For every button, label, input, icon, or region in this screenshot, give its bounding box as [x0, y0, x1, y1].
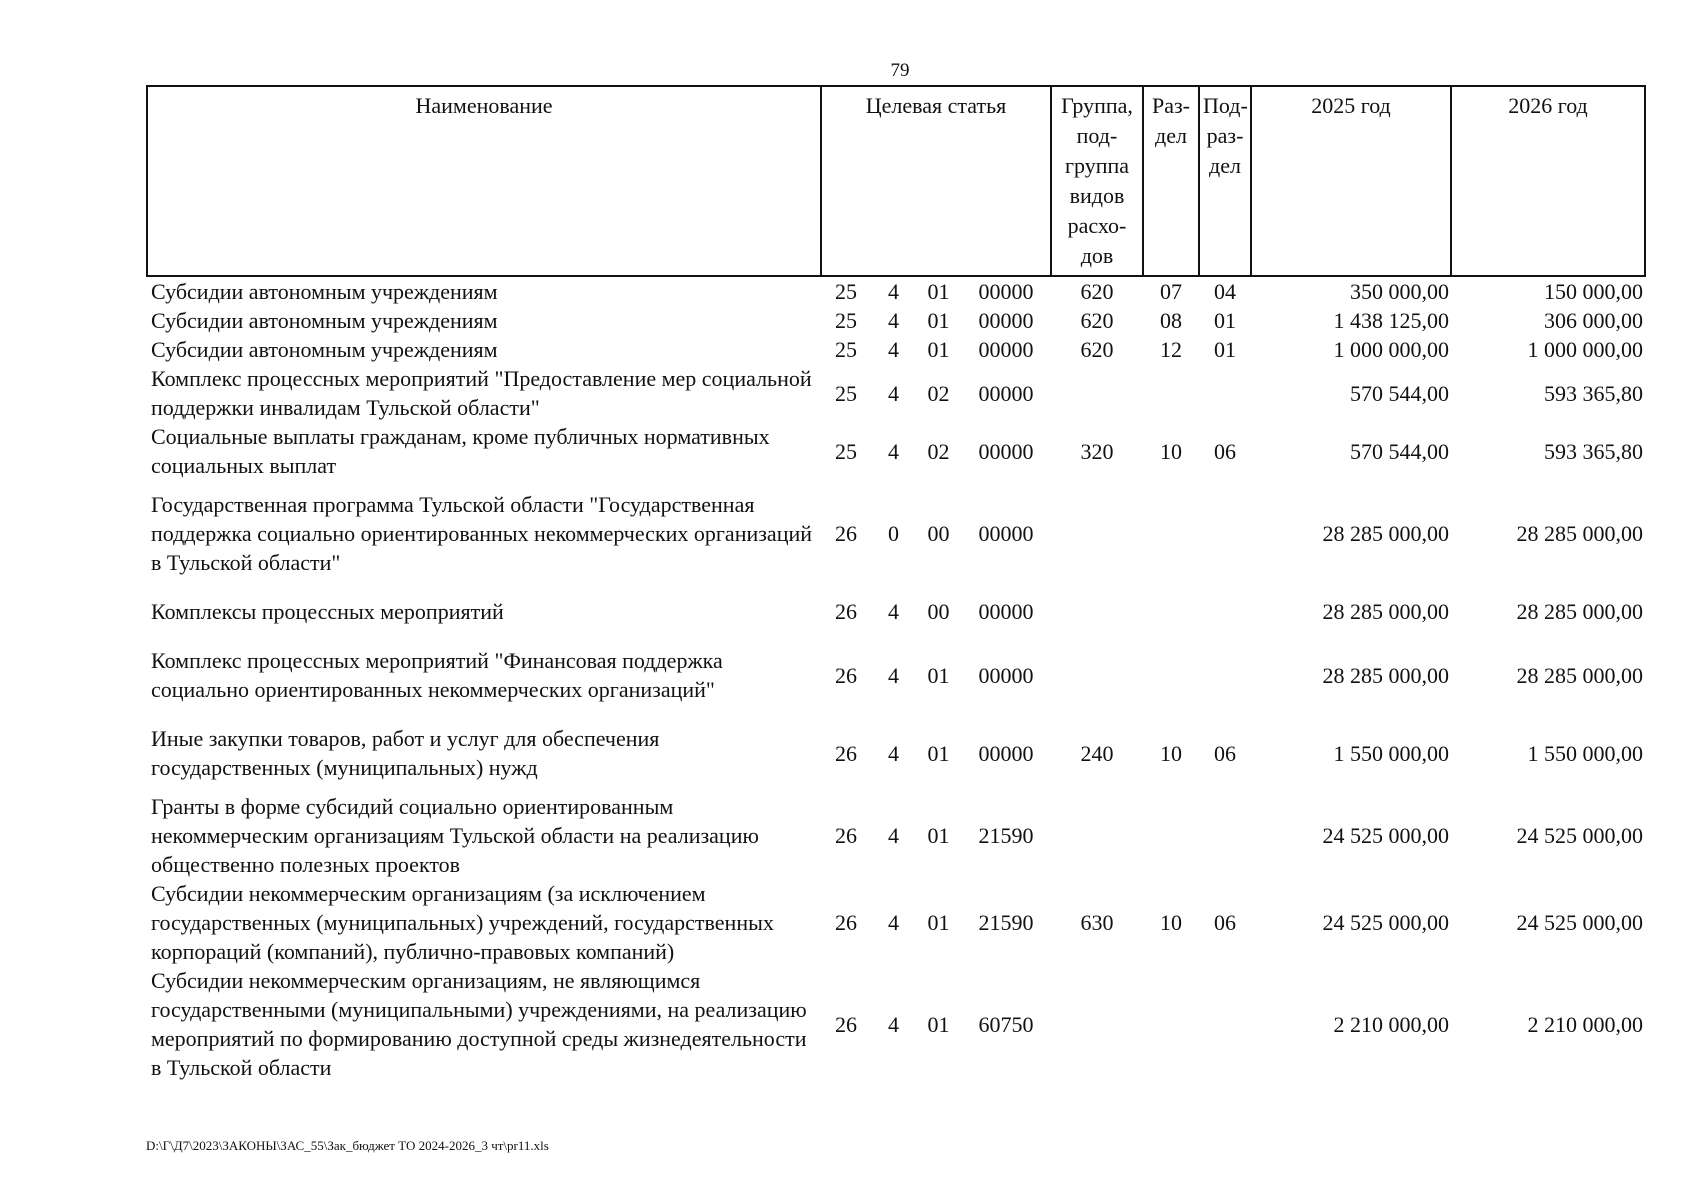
- table-row: [147, 422, 1645, 480]
- program-code: 26: [835, 1011, 857, 1037]
- table-header-row: [147, 86, 1645, 276]
- expense-group: [1051, 364, 1143, 422]
- amount-2025: 570 544,00: [1350, 438, 1449, 464]
- razdel: [1143, 636, 1199, 714]
- amount-2025: 1 438 125,00: [1333, 308, 1449, 333]
- razdel: 07: [1160, 279, 1182, 304]
- row-name: Субсидии некоммерческим организациям (за исключением государственных (муниципальных) учреждений, государственных корпораций (компаний), публично-правовых компаний): [151, 881, 774, 964]
- amount-2026: 1 550 000,00: [1527, 740, 1643, 766]
- subprogram-code: 4: [888, 740, 899, 766]
- table-row: [147, 792, 1645, 879]
- subprogram-code: 4: [888, 337, 899, 362]
- amount-2026: 150 000,00: [1544, 279, 1643, 304]
- amount-2025: 570 544,00: [1350, 380, 1449, 406]
- row-name: Комплекс процессных мероприятий "Финансовая поддержка социально ориентированных некоммерческих организаций": [151, 648, 723, 702]
- amount-2026: 593 365,80: [1544, 380, 1643, 406]
- expense-group: [1051, 587, 1143, 636]
- amount-2026: 24 525 000,00: [1516, 910, 1643, 935]
- expense-group: 630: [1080, 910, 1114, 935]
- header-expense-group-text: Группа, под- группа видов расхо- дов: [1061, 93, 1133, 268]
- table-row: [147, 879, 1645, 966]
- table-row: [147, 480, 1645, 587]
- expense-group: [1051, 792, 1143, 879]
- event-code: 01: [927, 740, 950, 766]
- amount-2026: 28 285 000,00: [1516, 521, 1643, 546]
- event-code: 01: [927, 279, 950, 304]
- header-expense-group: [1051, 86, 1143, 276]
- header-2025: 2025 год: [1251, 86, 1451, 276]
- podrazdel: [1199, 636, 1251, 714]
- row-name: Социальные выплаты гражданам, кроме публичных нормативных социальных выплат: [151, 424, 770, 478]
- header-razdel: [1143, 86, 1199, 276]
- amount-2026: 28 285 000,00: [1516, 662, 1643, 688]
- podrazdel: [1199, 364, 1251, 422]
- amount-2025: 28 285 000,00: [1322, 662, 1449, 688]
- razdel: [1143, 364, 1199, 422]
- amount-2025: 1 000 000,00: [1333, 337, 1449, 362]
- row-name: Субсидии автономным учреждениям: [151, 337, 498, 362]
- subprogram-code: 4: [888, 823, 899, 848]
- program-code: 25: [835, 337, 857, 362]
- direction-code: 00000: [978, 438, 1034, 464]
- amount-2025: 24 525 000,00: [1322, 823, 1449, 848]
- event-code: 01: [927, 1011, 950, 1037]
- row-name: Субсидии автономным учреждениям: [151, 308, 498, 333]
- program-code: 26: [835, 521, 857, 546]
- event-code: 00: [927, 521, 950, 546]
- subprogram-code: 4: [888, 662, 899, 688]
- footer-file-path: D:\Г\Д7\2023\ЗАКОНЫ\ЗАС_55\Зак_бюджет ТО 2024-2026_3 чт\pr11.xls: [146, 1138, 549, 1153]
- table-row: [147, 276, 1645, 306]
- amount-2026: 24 525 000,00: [1516, 823, 1643, 848]
- row-name: Иные закупки товаров, работ и услуг для обеспечения государственных (муниципальных) нужд: [151, 726, 660, 780]
- podrazdel: 04: [1214, 279, 1236, 304]
- subprogram-code: 4: [888, 599, 899, 624]
- direction-code: 00000: [978, 740, 1034, 766]
- direction-code: 00000: [978, 380, 1034, 406]
- header-name: Наименование: [147, 86, 821, 276]
- row-name: Субсидии автономным учреждениям: [151, 279, 498, 304]
- program-code: 26: [835, 910, 857, 935]
- program-code: 25: [835, 438, 857, 464]
- amount-2026: 306 000,00: [1544, 308, 1643, 333]
- razdel: [1143, 587, 1199, 636]
- podrazdel: 01: [1214, 308, 1236, 333]
- amount-2026: 28 285 000,00: [1516, 599, 1643, 624]
- header-target-article: Целевая статья: [821, 86, 1051, 276]
- amount-2025: 2 210 000,00: [1333, 1011, 1449, 1037]
- header-podrazdel-text: Под- раз- дел: [1203, 93, 1248, 178]
- amount-2026: 1 000 000,00: [1527, 337, 1643, 362]
- row-name: Субсидии некоммерческим организациям, не являющимся государственными (муниципальными) учреждениями, на реализацию мероприятий по формированию доступной среды жизнедеятельности в Тульской области: [151, 968, 807, 1080]
- amount-2025: 28 285 000,00: [1322, 521, 1449, 546]
- direction-code: 00000: [978, 279, 1034, 304]
- expense-group: [1051, 480, 1143, 587]
- header-2026: 2026 год: [1451, 86, 1645, 276]
- row-name: Гранты в форме субсидий социально ориентированным некоммерческим организациям Тульской области на реализацию общественно полезных проектов: [151, 794, 759, 877]
- program-code: 25: [835, 279, 857, 304]
- subprogram-code: 4: [888, 308, 899, 333]
- podrazdel: [1199, 966, 1251, 1082]
- subprogram-code: 4: [888, 910, 899, 935]
- program-code: 26: [835, 599, 857, 624]
- direction-code: 21590: [978, 910, 1034, 935]
- program-code: 26: [835, 823, 857, 848]
- event-code: 01: [927, 308, 950, 333]
- expense-group: 240: [1080, 740, 1114, 766]
- event-code: 02: [927, 380, 950, 406]
- table-body: [147, 276, 1645, 1082]
- subprogram-code: 4: [888, 1011, 899, 1037]
- subprogram-code: 4: [888, 438, 899, 464]
- subprogram-code: 4: [888, 380, 899, 406]
- program-code: 25: [835, 308, 857, 333]
- direction-code: 00000: [978, 337, 1034, 362]
- subprogram-code: 0: [888, 521, 899, 546]
- razdel: [1143, 966, 1199, 1082]
- amount-2025: 350 000,00: [1350, 279, 1449, 304]
- podrazdel: [1199, 792, 1251, 879]
- event-code: 01: [927, 910, 950, 935]
- row-name: Комплексы процессных мероприятий: [151, 599, 504, 624]
- table-row: [147, 587, 1645, 636]
- direction-code: 00000: [978, 599, 1034, 624]
- header-razdel-text: Раз- дел: [1151, 93, 1191, 148]
- expense-group: 320: [1080, 438, 1114, 464]
- podrazdel: 06: [1214, 438, 1236, 464]
- amount-2025: 24 525 000,00: [1322, 910, 1449, 935]
- podrazdel: 06: [1214, 910, 1236, 935]
- table-row: [147, 364, 1645, 422]
- event-code: 01: [927, 662, 950, 688]
- podrazdel: 01: [1214, 337, 1236, 362]
- amount-2026: 593 365,80: [1544, 438, 1643, 464]
- table-row: [147, 636, 1645, 714]
- table-row: [147, 966, 1645, 1082]
- page-number: 79: [890, 60, 910, 81]
- amount-2026: 2 210 000,00: [1527, 1011, 1643, 1037]
- budget-table: [146, 85, 1646, 1082]
- podrazdel: [1199, 587, 1251, 636]
- program-code: 26: [835, 662, 857, 688]
- direction-code: 00000: [978, 521, 1034, 546]
- expense-group: 620: [1080, 337, 1114, 362]
- podrazdel: [1199, 480, 1251, 587]
- direction-code: 00000: [978, 308, 1034, 333]
- razdel: [1143, 792, 1199, 879]
- row-name: Комплекс процессных мероприятий "Предоставление мер социальной поддержки инвалидам Тульской области": [151, 366, 812, 420]
- razdel: 10: [1160, 910, 1182, 935]
- razdel: [1143, 480, 1199, 587]
- amount-2025: 28 285 000,00: [1322, 599, 1449, 624]
- expense-group: [1051, 966, 1143, 1082]
- subprogram-code: 4: [888, 279, 899, 304]
- direction-code: 21590: [978, 823, 1034, 848]
- program-code: 26: [835, 740, 857, 766]
- event-code: 01: [927, 337, 950, 362]
- direction-code: 60750: [978, 1011, 1034, 1037]
- amount-2025: 1 550 000,00: [1333, 740, 1449, 766]
- event-code: 01: [927, 823, 950, 848]
- table-row: [147, 714, 1645, 792]
- row-name: Государственная программа Тульской области "Государственная поддержка социально ориентированных некоммерческих организаций в Тульской области": [151, 492, 813, 575]
- podrazdel: 06: [1214, 740, 1236, 766]
- razdel: 08: [1160, 308, 1182, 333]
- razdel: 12: [1160, 337, 1182, 362]
- razdel: 10: [1160, 740, 1182, 766]
- table-row: [147, 335, 1645, 364]
- expense-group: 620: [1080, 308, 1114, 333]
- table-row: [147, 306, 1645, 335]
- expense-group: [1051, 636, 1143, 714]
- razdel: 10: [1160, 438, 1182, 464]
- direction-code: 00000: [978, 662, 1034, 688]
- event-code: 00: [927, 599, 950, 624]
- header-podrazdel: [1199, 86, 1251, 276]
- program-code: 25: [835, 380, 857, 406]
- event-code: 02: [927, 438, 950, 464]
- expense-group: 620: [1080, 279, 1114, 304]
